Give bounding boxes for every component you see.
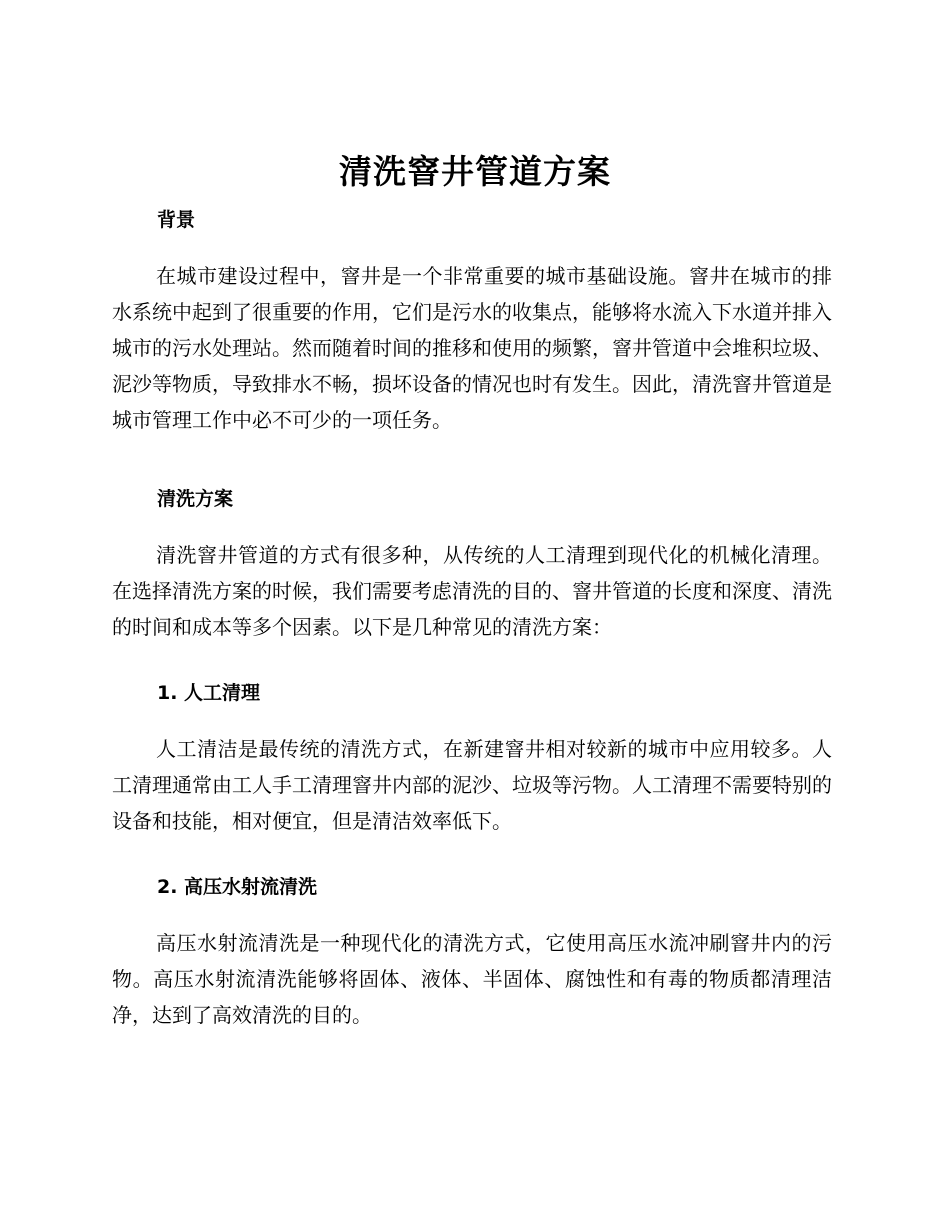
section-paragraph-background: 在城市建设过程中，窨井是一个非常重要的城市基础设施。窨井在城市的排水系统中起到了很重要的作用，它们是污水的收集点，能够将水流入下水道并排入城市的污水处理站。然而随着时间的推移和使用的频繁，窨井管道中会堆积垃圾、泥沙等物质，导致排水不畅，损坏设备的情况也时有发生。因此，清洗窨井管道是城市管理工作中必不可少的一项任务。 bbox=[112, 264, 832, 432]
section-heading-cleaning-plan: 清洗方案 bbox=[157, 488, 234, 510]
section-heading-manual-cleaning: 1. 人工清理 bbox=[157, 682, 261, 704]
section-heading-high-pressure-jet: 2. 高压水射流清洗 bbox=[157, 876, 318, 898]
section-paragraph-manual-cleaning: 人工清洁是最传统的清洗方式，在新建窨井相对较新的城市中应用较多。人工清理通常由工人手工清理窨井内部的泥沙、垃圾等污物。人工清理不需要特别的设备和技能，相对便宜，但是清洁效率低下。 bbox=[112, 737, 832, 833]
section-heading-background: 背景 bbox=[157, 209, 196, 231]
section-paragraph-high-pressure-jet: 高压水射流清洗是一种现代化的清洗方式，它使用高压水流冲刷窨井内的污物。高压水射流清洗能够将固体、液体、半固体、腐蚀性和有毒的物质都清理洁净，达到了高效清洗的目的。 bbox=[112, 931, 832, 1027]
document-title: 清洗窨井管道方案 bbox=[339, 152, 611, 191]
section-paragraph-cleaning-plan: 清洗窨井管道的方式有很多种，从传统的人工清理到现代化的机械化清理。在选择清洗方案的时候，我们需要考虑清洗的目的、窨井管道的长度和深度、清洗的时间和成本等多个因素。以下是几种常见的清洗方案： bbox=[112, 543, 832, 639]
